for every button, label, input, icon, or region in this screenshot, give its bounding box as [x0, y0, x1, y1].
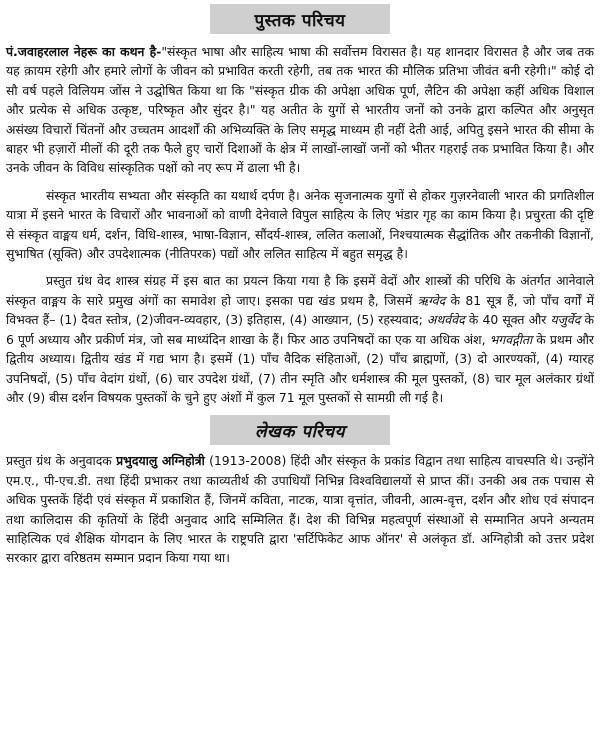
book-intro-paragraph-2: संस्कृत भारतीय सभ्यता और संस्कृति का यथार्थ दर्पण है। अनेक सृजनात्मक युगों से होकर गुज़रनेवाली भारत की प्रगतिशील यात्रा में इसने भारत के विचारों और भावनाओं को वाणी देनेवाले विपुल साहित्य के लिए भंडार गृह का काम किया है। प्रचुरता की दृष्टि से संस्कृत वाङ्मय धर्म, दर्शन, विधि-शास्त्र, भाषा-विज्ञान, सौंदर्य-शास्त्र, ललित कलाओं, निश्चयात्मक सैद्धांतिक और तकनीकी विज्ञानों, सुभाषित (सूक्ति) और उपदेशात्मक (नीतिपरक) पद्यों और ललित साहित्य में बहुत समृद्ध है।	[6, 187, 594, 262]
author-intro-paragraph	[6, 451, 594, 567]
para3-text-2: के 81 सूत्र हैं, जो पाँच वर्गों में विभक्त हैं– (1) दैवत स्तोत्र, (2)जीवन-व्यवहार, (3) इतिहास, (4) आख्यान, (5) रहस्यवाद;	[6, 292, 594, 328]
book-intro-heading-box	[210, 4, 390, 34]
atharvaveda-title: अथर्ववेद	[426, 312, 465, 328]
para3-text-5: के प्रथम और द्वितीय अध्याय। द्वितीय खंड में गद्य भाग है। इसमें (1) पाँच वैदिक संहिताओं, (2) पाँच ब्राह्मणों, (3) दो आरण्यकों, (4) ग्यारह उपनिषदों, (5) पाँच वेदांग ग्रंथों, (6) चार उपदेश ग्रंथों, (7) तीन स्मृति और धर्मशास्त्र की मूल पुस्तकों, (8) चार मूल अलंकार ग्रंथों और (9) बीस दर्शन विषयक पुस्तकों के चुने हुए अंशों में कुल 71 मूल पुस्तकों से सामग्री ली गई है।	[6, 331, 595, 405]
book-intro-paragraph-1	[6, 42, 594, 178]
document-page	[0, 4, 600, 753]
nehru-quote-text: "संस्कृत भाषा और साहित्य भाषा की सर्वोत्तम विरासत है। यह शानदार विरासत है और जब तक यह क़ायम रहेगी और हमारे लोगों के जीवन को प्रभावित करती रहेगी, तब तक भारत की मौलिक प्रतिभा जीवंत बनी रहेगी।" कोई दो सौ वर्ष पहले विलियम जोंस ने उद्घोषित किया था कि "संस्कृत ग्रीक की अपेक्षा अधिक पूर्ण, लैटिन की अपेक्षा कहीं अधिक विशाल और प्रत्येक से अधिक उत्कृष्ट, परिष्कृत और सुंदर है।" यह अतीत के युगों से भारतीय जनों को उनके द्वारा कल्पित और अनुसृत असंख्य विचारों चिंतनों और उच्चतम आदर्शों की अभिव्यक्ति के लिए समृद्ध माध्यम ही नहीं देती आई, अपितु इसने भारत की सीमा के बाहर भी हज़ारों मीलों की दूरी तक फैले हुए चारों दिशाओं के क्षेत्र में लाखों-लाखों जनों को भीतर गहराई तक प्रभावित किया है। और उनके जीवन के विविध सांस्कृतिक पक्षों को नए रूप में ढाला भी है।	[6, 44, 594, 176]
nehru-quote-lead: पं.जवाहरलाल नेहरू का कथन है-	[6, 44, 162, 59]
author-intro-heading-box	[210, 415, 390, 445]
author-text-1: प्रस्तुत ग्रंथ के अनुवादक	[6, 453, 117, 469]
author-intro-heading: लेखक परिचय	[254, 421, 346, 442]
bhagavadgita-title: भगवद्गीता	[489, 331, 533, 347]
yajurveda-title: यजुर्वेद	[550, 312, 581, 328]
para3-text-4: के 6 पूर्ण अध्याय और प्रकीर्ण मंत्र, जो सब माध्यंदिन शाखा के हैं। फिर आठ उपनिषदों का एक या अधिक अंश,	[6, 312, 594, 347]
author-name: प्रभुदयालु अग्निहोत्री	[116, 453, 205, 469]
para3-text-1: प्रस्तुत ग्रंथ वेद शास्त्र संग्रह में इस बात का प्रयत्न किया गया है कि इसमें वेदों और शास्त्रों की परिधि के अंतर्गत आनेवाले संस्कृत वाङ्मय के सारे प्रमुख अंगों का समावेश हो जाए। इसका पद्य खंड प्रथम है, जिसमें	[6, 273, 594, 308]
book-intro-paragraph-3	[6, 271, 594, 407]
para3-text-3: के 40 सूक्त और	[464, 312, 551, 328]
rigveda-title: ऋग्वेद	[417, 292, 446, 308]
author-text-2: (1913-2008) हिंदी और संस्कृत के प्रकांड विद्वान तथा साहित्य वाचस्पति थे। उन्होंने एम.ए., पी-एच.डी. तथा हिंदी प्रभाकर तथा काव्यतीर्थ की उपाधियाँ निभिन्न विश्वविद्यालयों से प्राप्त कीं। उनकी अब तक पचास से अधिक पुस्तकें हिंदी एवं संस्कृत में प्रकाशित हैं, जिनमें कविता, नाटक, यात्रा वृत्तांत, जीवनी, आत्म-वृत्त, दर्शन और शोध एवं संपादन तथा कालिदास की कृतियों के हिंदी अनुवाद आदि सम्मिलित हैं। देश की विभिन्न महत्वपूर्ण संस्थाओं से सम्मानित अपने अन्यतम साहित्यिक एवं शैक्षिक योगदान के लिए भारत के राष्ट्रपति द्वारा 'सर्टिफिकेट आफ ऑनर' से अलंकृत डॉ. अग्निहोत्री को उत्तर प्रदेश सरकार द्वारा वरिष्ठतम सम्मान प्रदान किया गया था।	[6, 453, 594, 566]
book-intro-heading: पुस्तक परिचय	[254, 10, 346, 31]
